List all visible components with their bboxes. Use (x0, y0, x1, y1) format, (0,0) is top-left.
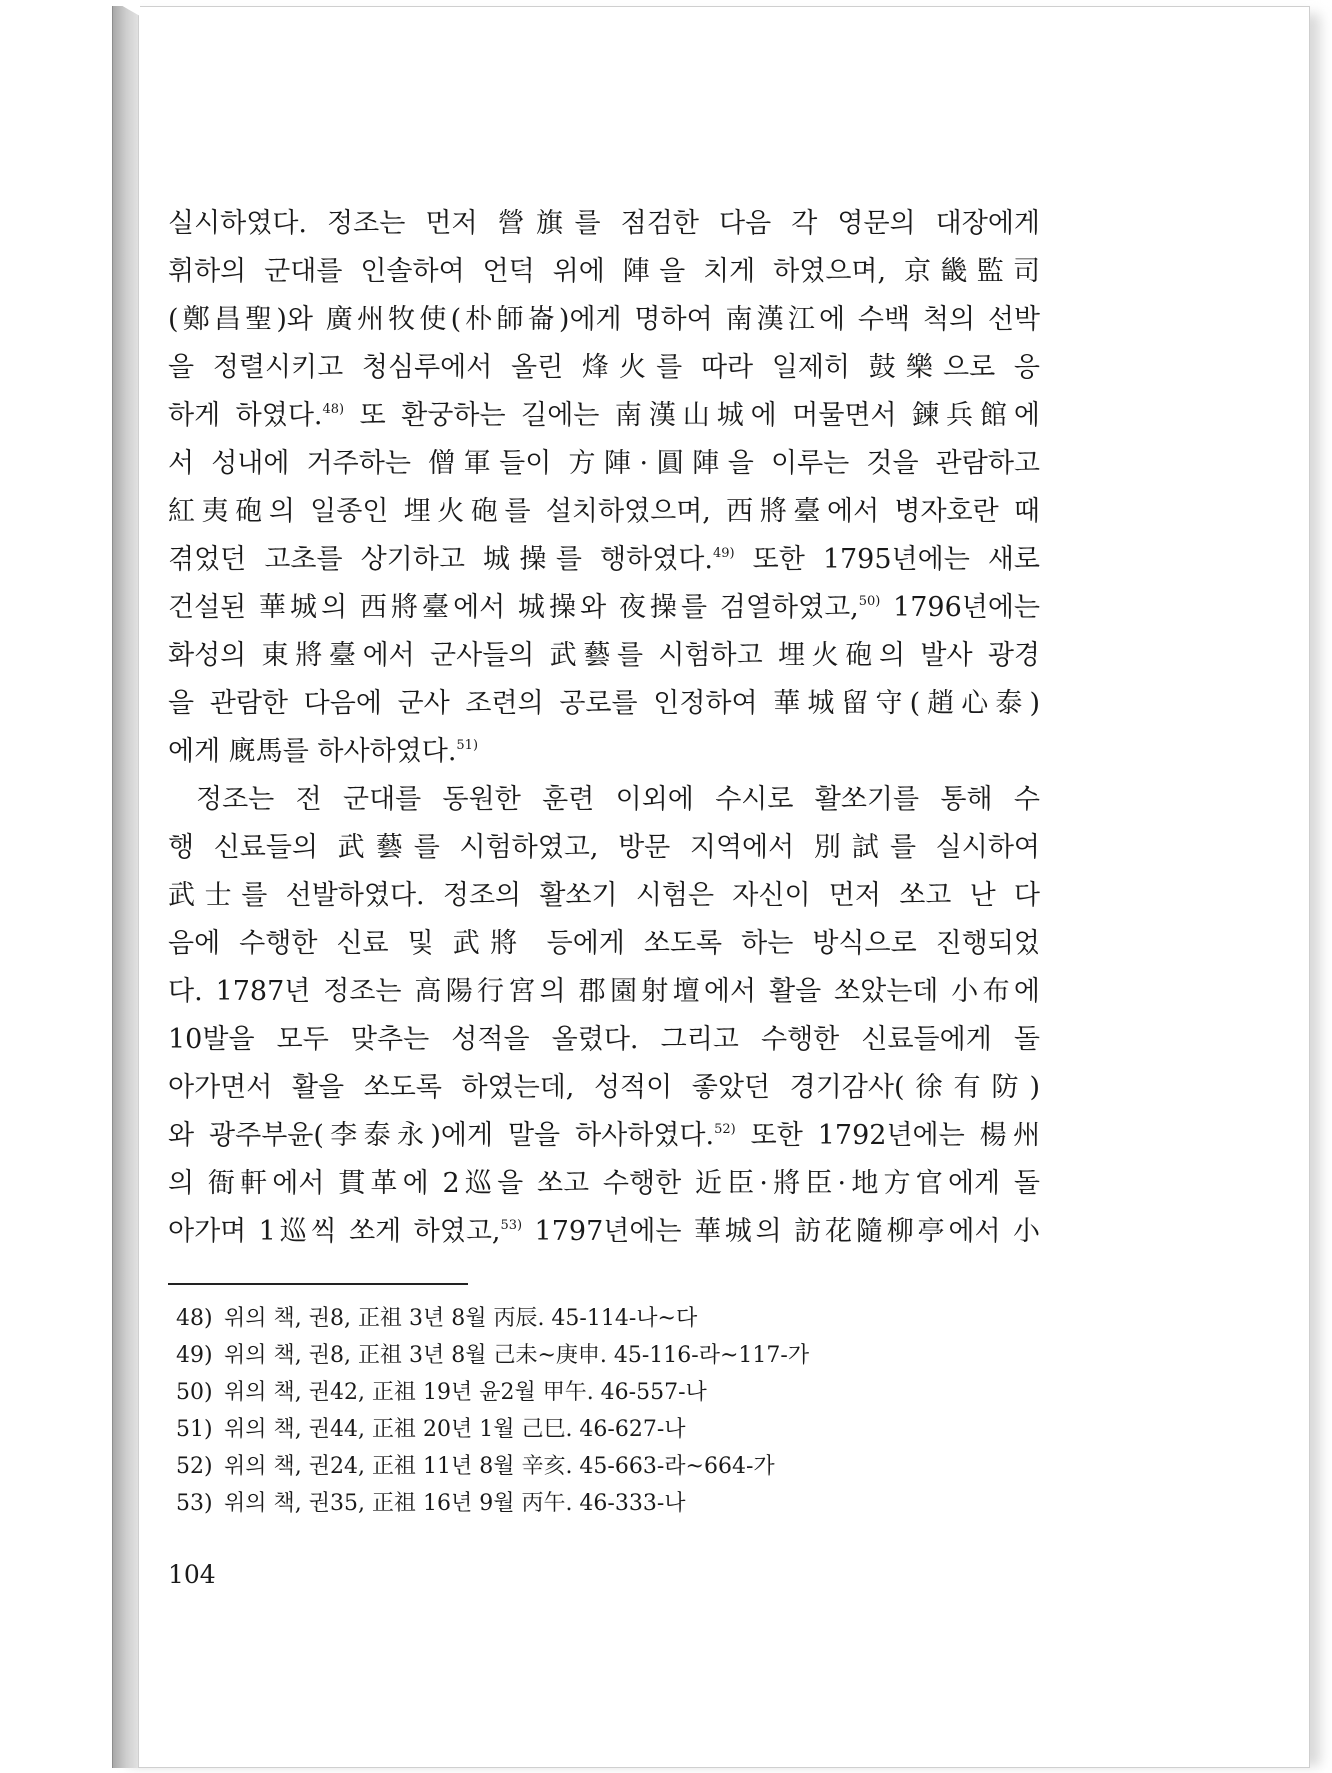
text-line: 휘하의 군대를 인솔하여 언덕 위에 陣을 치게 하였으며, 京畿監司 (168, 256, 1040, 287)
footnote-ref: 48) (322, 402, 345, 417)
text-line: 의 衙軒에서 貫革에 2巡을 쏘고 수행한 近臣·將臣·地方官에게 돌 (168, 1168, 1040, 1199)
text-line: 음에 수행한 신료 및 武將 등에게 쏘도록 하는 방식으로 진행되었 (168, 928, 1040, 959)
footnotes (176, 1300, 1036, 1522)
footnote-ref: 52) (714, 1122, 736, 1137)
text-line: 10발을 모두 맞추는 성적을 올렸다. 그리고 수행한 신료들에게 돌 (168, 1024, 1040, 1055)
footnote: 51) 위의 책, 권44, 正祖 20년 1월 己巳. 46-627-나 (176, 1417, 686, 1442)
footnote-ref: 53) (500, 1218, 523, 1233)
footnote: 49) 위의 책, 권8, 正祖 3년 8월 己未~庚申. 45-116-라~117-가 (176, 1343, 810, 1368)
text-line: 겪었던 고초를 상기하고 城操를 행하였다.$^{49)}$ 또한 1795년에는 새로 (168, 544, 1040, 575)
text-line: 행 신료들의 武藝를 시험하였고, 방문 지역에서 別試를 실시하여 (168, 832, 1040, 863)
text-line: 武士를 선발하였다. 정조의 활쏘기 시험은 자신이 먼저 쏘고 난 다 (168, 880, 1040, 911)
text-line: (鄭昌聖)와 廣州牧使(朴師崙)에게 명하여 南漢江에 수백 척의 선박 (168, 304, 1040, 335)
text-line: 다. 1787년 정조는 高陽行宮의 郡園射壇에서 활을 쏘았는데 小布에 (168, 976, 1040, 1007)
text-line: 와 광주부윤(李泰永)에게 말을 하사하였다.$^{52)}$ 또한 1792년에는 楊州 (168, 1120, 1040, 1151)
body-text (168, 200, 1040, 1256)
text-line: 하게 하였다.$^{48)}$ 또 환궁하는 길에는 南漢山城에 머물면서 鍊兵館에 (168, 400, 1040, 431)
text-line: 실시하였다. 정조는 먼저 營旗를 점검한 다음 각 영문의 대장에게 (168, 208, 1040, 239)
footnote-divider (168, 1283, 468, 1285)
text-line: 紅夷砲의 일종인 埋火砲를 설치하였으며, 西將臺에서 병자호란 때 (168, 496, 1040, 527)
footnote: 52) 위의 책, 권24, 正祖 11년 8월 辛亥. 45-663-라~664-가 (176, 1454, 775, 1479)
page-corner (112, 0, 140, 16)
footnote-ref: 49) (712, 546, 735, 561)
page-number: 104 (168, 1560, 216, 1589)
text-line: 정조는 전 군대를 동원한 훈련 이외에 수시로 활쏘기를 통해 수 (196, 784, 1040, 815)
footnote: 53) 위의 책, 권35, 正祖 16년 9월 丙午. 46-333-나 (176, 1491, 686, 1516)
text-line: 아가면서 활을 쏘도록 하였는데, 성적이 좋았던 경기감사(徐有防) (168, 1072, 1040, 1103)
text-line: 을 정렬시키고 청심루에서 올린 烽火를 따라 일제히 鼓樂으로 응 (168, 352, 1040, 383)
text-line: 을 관람한 다음에 군사 조련의 공로를 인정하여 華城留守(趙心泰) (168, 688, 1040, 719)
text-line: 아가며 1巡씩 쏘게 하였고,$^{53)}$ 1797년에는 華城의 訪花隨柳亭에서 小 (168, 1216, 1040, 1247)
text-line: 화성의 東將臺에서 군사들의 武藝를 시험하고 埋火砲의 발사 광경 (168, 640, 1040, 671)
text-line: 건설된 華城의 西將臺에서 城操와 夜操를 검열하였고,$^{50)}$ 1796년에는 (168, 592, 1041, 623)
text-line: 에게 廐馬를 하사하였다.$^{51)}$ (168, 736, 479, 767)
text-line: 서 성내에 거주하는 僧軍들이 方陣·圓陣을 이루는 것을 관람하고 (168, 448, 1040, 479)
footnote-ref: 51) (456, 738, 479, 753)
footnote: 48) 위의 책, 권8, 正祖 3년 8월 丙辰. 45-114-나~다 (176, 1306, 698, 1331)
footnote-ref: 50) (858, 594, 881, 609)
footnote: 50) 위의 책, 권42, 正祖 19년 윤2월 甲午. 46-557-나 (176, 1380, 707, 1405)
